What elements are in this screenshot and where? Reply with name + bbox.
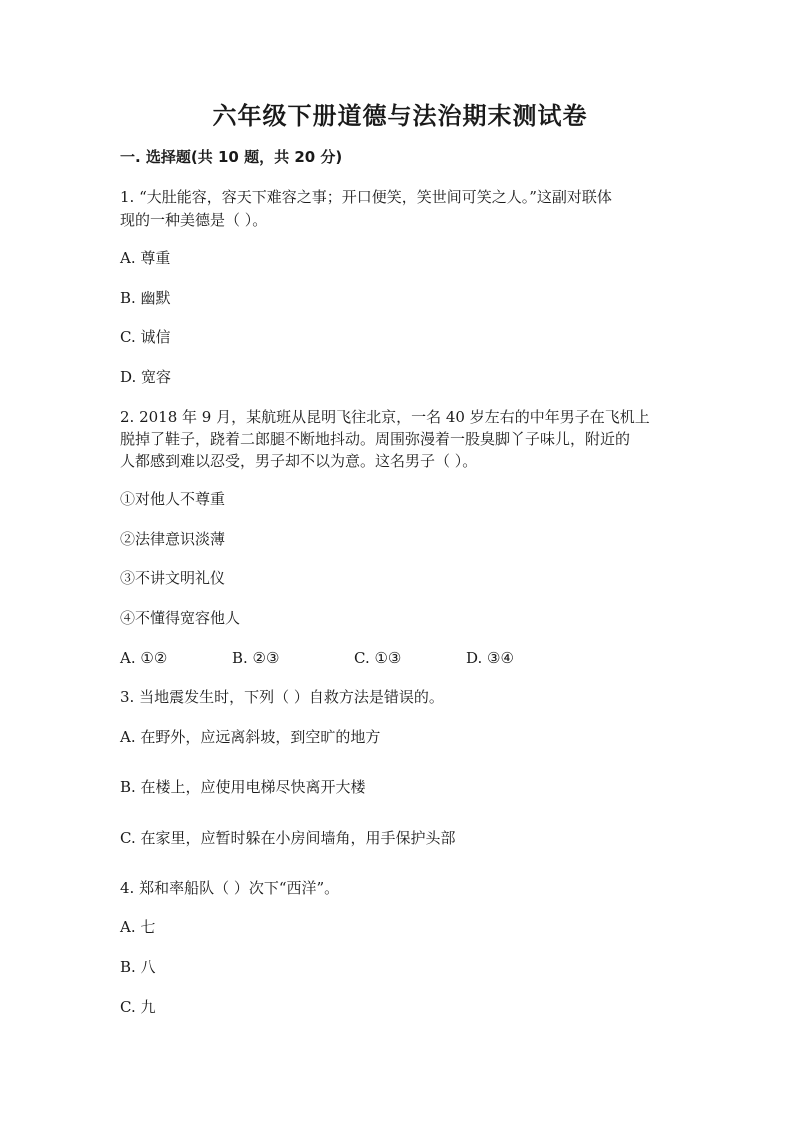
question-1-option-d: D. 宽容 (120, 368, 172, 386)
question-3-option-c: C. 在家里，应暂时躲在小房间墙角，用手保护头部 (120, 829, 456, 847)
question-2-statement-4: ④不懂得宽容他人 (120, 609, 241, 627)
question-4-option-c: C. 九 (120, 998, 156, 1016)
question-2-text-line-1: 2. 2018 年 9 月，某航班从昆明飞往北京，一名 40 岁左右的中年男子在飞机上 (120, 408, 650, 426)
question-2-statement-2: ②法律意识淡薄 (120, 530, 226, 548)
question-4-option-a: A. 七 (120, 918, 156, 936)
question-2-options-row (120, 647, 680, 669)
question-4-option-b: B. 八 (120, 958, 156, 976)
question-4-text-line-1: 4. 郑和率船队（ ）次下“西洋”。 (120, 879, 340, 897)
question-2-option-a: A. ①② (120, 649, 168, 667)
question-2-option-c: C. ①③ (354, 649, 402, 667)
question-3-text-line-1: 3. 当地震发生时，下列（ ）自救方法是错误的。 (120, 688, 444, 706)
question-3-option-a: A. 在野外，应远离斜坡，到空旷的地方 (120, 728, 381, 746)
question-1-option-c: C. 诚信 (120, 328, 171, 346)
question-2-statement-1: ①对他人不尊重 (120, 490, 226, 508)
page-title: 六年级下册道德与法治期末测试卷 (212, 101, 588, 130)
question-2-option-d: D. ③④ (466, 649, 514, 667)
question-1-option-b: B. 幽默 (120, 289, 171, 307)
question-2-text-line-2: 脱掉了鞋子，跷着二郎腿不断地抖动。周围弥漫着一股臭脚丫子味儿，附近的 (120, 430, 631, 448)
question-1-option-a: A. 尊重 (120, 249, 171, 267)
question-1-text-line-2: 现的一种美德是（ ）。 (120, 211, 268, 229)
section-heading: 一. 选择题(共 10 题，共 20 分) (120, 148, 343, 166)
question-3-option-b: B. 在楼上，应使用电梯尽快离开大楼 (120, 778, 366, 796)
question-2-option-b: B. ②③ (232, 649, 280, 667)
question-2-statement-3: ③不讲文明礼仪 (120, 569, 226, 587)
question-2-text-line-3: 人都感到难以忍受，男子却不以为意。这名男子（ ）。 (120, 452, 478, 470)
question-1-text-line-1: 1. “大肚能容，容天下难容之事；开口便笑，笑世间可笑之人。”这副对联体 (120, 188, 612, 206)
